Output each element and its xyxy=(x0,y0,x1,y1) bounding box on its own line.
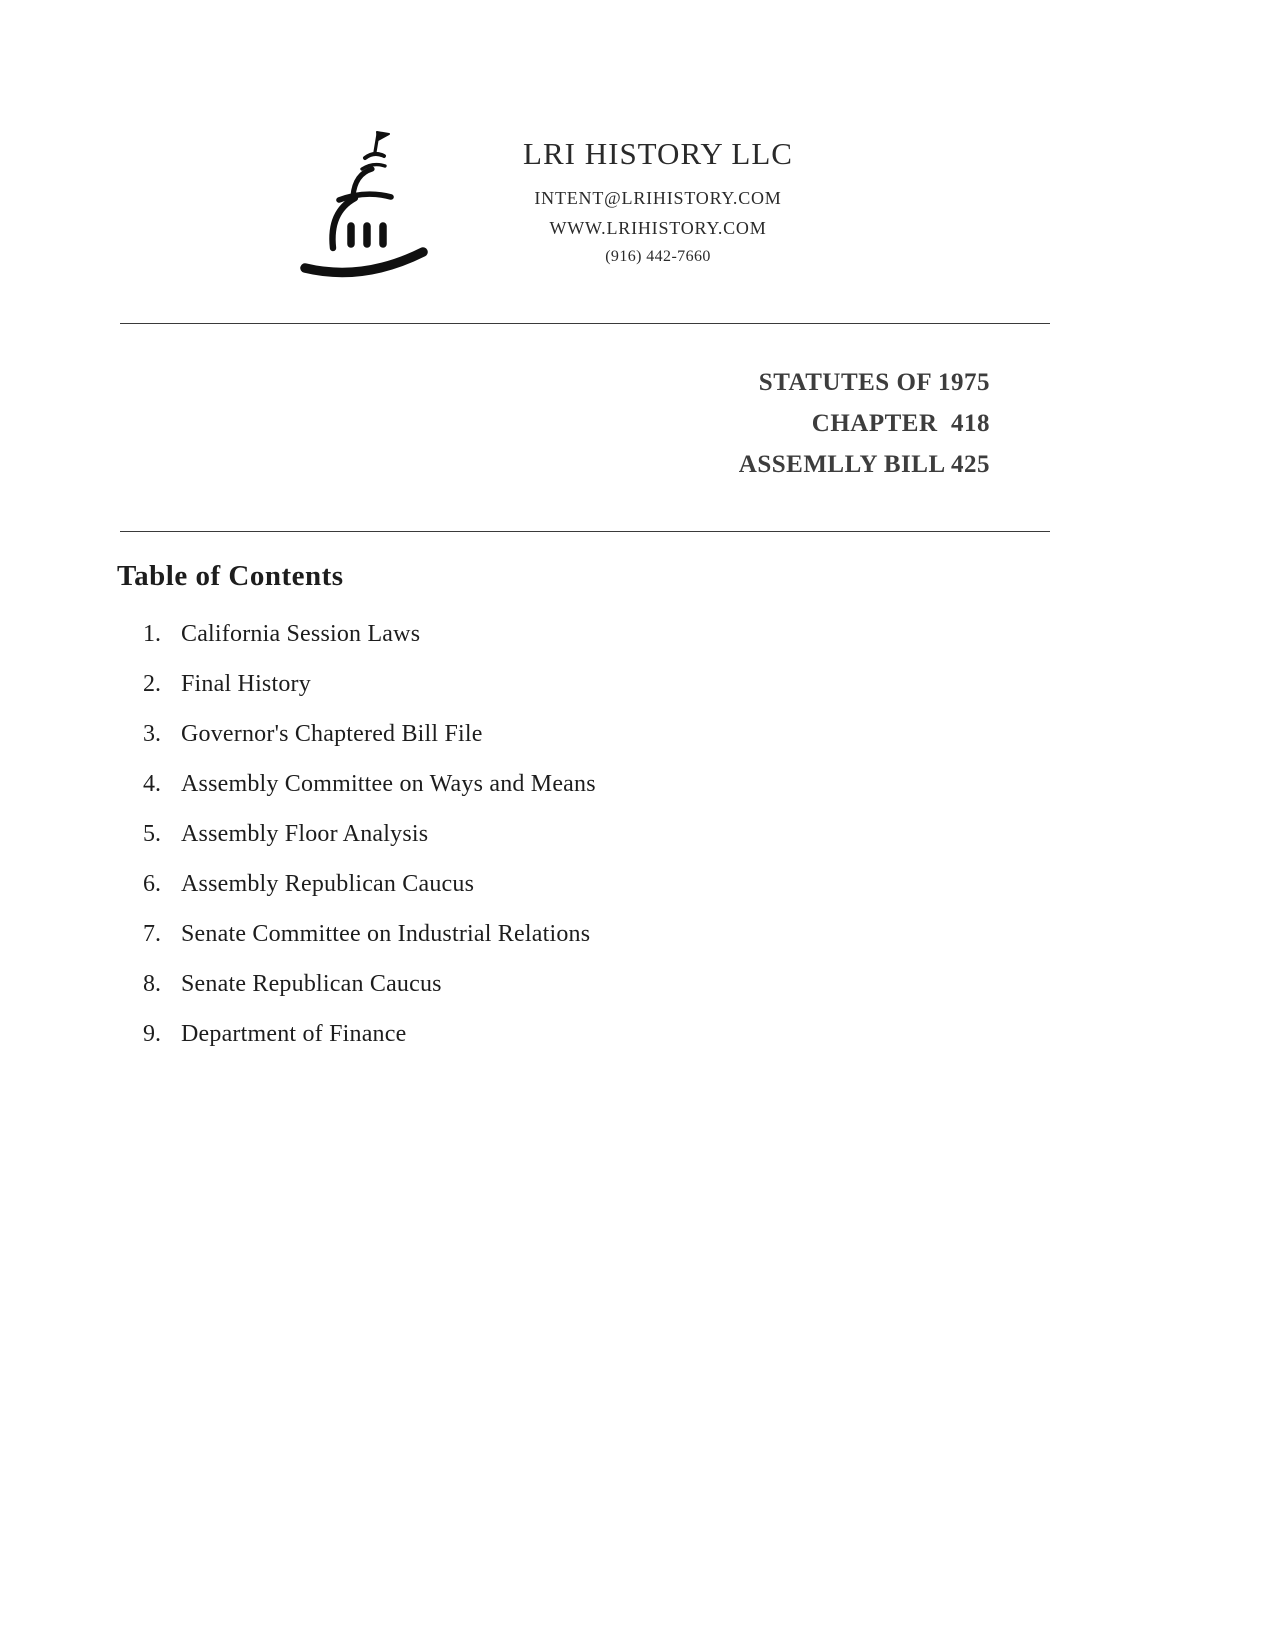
toc-item-number: 7. xyxy=(143,921,161,947)
toc-list xyxy=(143,621,1276,1048)
table-of-contents xyxy=(117,560,1276,1048)
toc-item-number: 2. xyxy=(143,671,161,697)
toc-item xyxy=(143,821,1276,848)
capitol-logo-icon xyxy=(295,118,445,283)
title-statutes: STATUTES OF 1975 xyxy=(758,369,990,396)
toc-item-number: 8. xyxy=(143,971,161,997)
letterhead-contact-block xyxy=(473,118,843,275)
toc-item-number: 3. xyxy=(143,721,161,747)
toc-item-label: Governor's Chaptered Bill File xyxy=(181,721,483,747)
toc-item-label: Final History xyxy=(181,671,311,697)
toc-item-number: 6. xyxy=(143,871,161,897)
horizontal-rule-top xyxy=(120,323,1050,324)
toc-item-number: 4. xyxy=(143,771,161,797)
toc-heading: Table of Contents xyxy=(117,560,344,592)
horizontal-rule-bottom xyxy=(120,531,1050,532)
company-website: WWW.LRIHISTORY.COM xyxy=(549,218,767,238)
toc-item xyxy=(143,671,1276,698)
toc-item xyxy=(143,721,1276,748)
toc-item-label: Assembly Republican Caucus xyxy=(181,871,475,897)
toc-item xyxy=(143,621,1276,648)
toc-item-label: Assembly Floor Analysis xyxy=(181,821,429,847)
toc-item-number: 1. xyxy=(143,621,161,647)
toc-item-label: Department of Finance xyxy=(181,1021,407,1047)
toc-item-label: Assembly Committee on Ways and Means xyxy=(181,771,596,797)
title-block xyxy=(0,362,990,485)
toc-item xyxy=(143,971,1276,998)
toc-item-label: Senate Committee on Industrial Relations xyxy=(181,921,591,947)
toc-item-number: 9. xyxy=(143,1021,161,1047)
company-name: LRI HISTORY LLC xyxy=(523,136,793,171)
toc-item-number: 5. xyxy=(143,821,161,847)
company-email: INTENT@LRIHISTORY.COM xyxy=(534,188,782,208)
title-assembly-bill: ASSEMLLY BILL 425 xyxy=(738,451,990,478)
company-phone: (916) 442-7660 xyxy=(605,248,711,265)
title-chapter: CHAPTER 418 xyxy=(811,410,990,437)
toc-item xyxy=(143,1021,1276,1048)
letterhead xyxy=(0,0,1276,283)
toc-item xyxy=(143,771,1276,798)
toc-item-label: Senate Republican Caucus xyxy=(181,971,442,997)
toc-item xyxy=(143,921,1276,948)
toc-item-label: California Session Laws xyxy=(181,621,421,647)
toc-item xyxy=(143,871,1276,898)
